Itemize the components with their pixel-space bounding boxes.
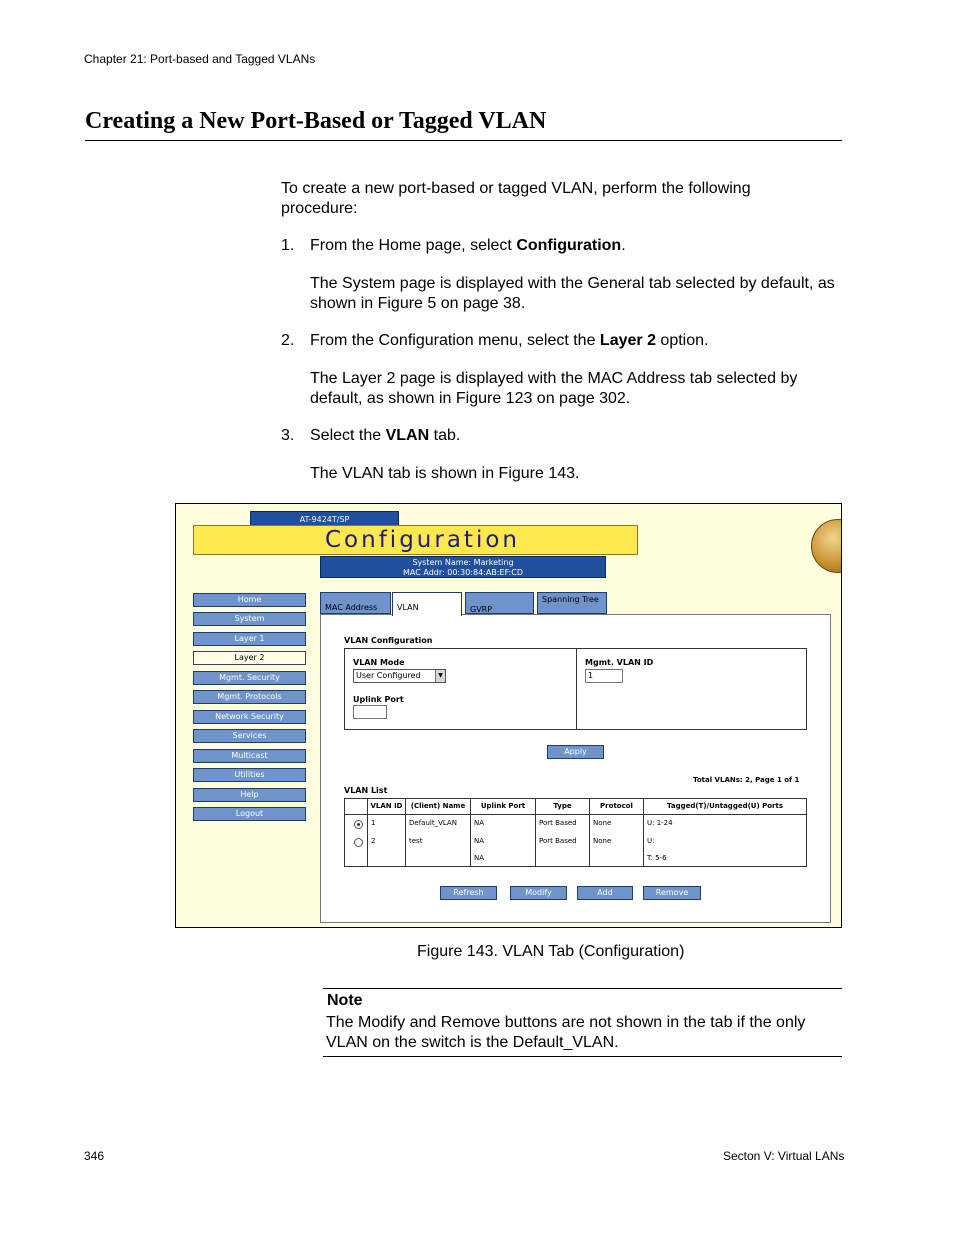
modify-button[interactable]: Modify [510,886,567,900]
step-number: 3. [281,427,295,444]
nav-services[interactable]: Services [193,729,306,743]
nav-multicast[interactable]: Multicast [193,749,306,763]
col-uplink-port: Uplink Port [480,802,526,810]
nav-layer-2[interactable]: Layer 2 [193,651,306,665]
nav-network-security[interactable]: Network Security [193,710,306,724]
page-title: Creating a New Port-Based or Tagged VLAN [85,108,547,134]
banner-title: Configuration [325,527,520,553]
vlan-list-heading: VLAN List [344,786,388,795]
step-3 [281,426,841,446]
note-label: Note [327,992,363,1009]
vlan-config-box [344,648,807,730]
col-ports: Tagged(T)/Untagged(U) Ports [666,802,784,810]
nav-home[interactable]: Home [193,593,306,607]
note-text: The Modify and Remove buttons are not shown in the tab if the only VLAN on the switch is the Default_VLAN. [326,1014,806,1051]
col-vlan-id: VLAN ID [370,802,403,810]
step-number: 1. [281,237,295,254]
remove-button[interactable]: Remove [643,886,701,900]
row-2-radio[interactable] [354,838,363,847]
chevron-down-icon: ▼ [435,670,445,682]
vlan-mode-value: User Configured [356,671,421,680]
vlan-panel [320,614,831,923]
nav-mgmt-security[interactable]: Mgmt. Security [193,671,306,685]
row-1-protocol: None [593,819,612,827]
vlan-config-heading: VLAN Configuration [344,636,433,645]
row-2-protocol: None [593,837,612,845]
step-bold: VLAN [385,427,430,444]
apply-button[interactable]: Apply [547,745,604,759]
row-2-uplink-2: NA [474,854,485,862]
tab-vlan[interactable]: VLAN [392,592,462,616]
step-2-paragraph: The Layer 2 page is displayed with the MAC Address tab selected by default, as shown in Figure 123 on page 302. [310,370,798,407]
step-text: From the Configuration menu, select the Layer 2 option. [310,332,709,349]
step-bold: Layer 2 [599,332,656,349]
title-rule [85,140,842,141]
figure-caption: Figure 143. VLAN Tab (Configuration) [417,943,685,960]
step-1-paragraph: The System page is displayed with the General tab selected by default, as shown in Figure 5 on page 38. [310,275,835,312]
configuration-banner [193,525,638,555]
nav-help[interactable]: Help [193,788,306,802]
step-3-paragraph: The VLAN tab is shown in Figure 143. [310,465,580,482]
nav-utilities[interactable]: Utilities [193,768,306,782]
note-top-rule [323,988,842,989]
page-number: 346 [84,1149,105,1163]
vlan-mode-label: VLAN Mode [353,658,405,667]
model-label: AT-9424T/SP [250,511,399,526]
vlan-mode-select[interactable] [353,669,446,683]
tab-gvrp[interactable]: GVRP [465,592,534,614]
row-2-name: test [409,837,423,845]
vlan-list-table [344,798,807,867]
tab-mac-address[interactable]: MAC Address [320,592,391,614]
refresh-button[interactable]: Refresh [440,886,497,900]
row-2-ports-untagged: U: [647,837,655,845]
mgmt-vlan-label: Mgmt. VLAN ID [585,658,654,667]
step-2 [281,331,841,351]
row-2-id: 2 [371,837,376,845]
row-1-type: Port Based [539,819,577,827]
row-1-id: 1 [371,819,376,827]
row-1-uplink: NA [474,819,485,827]
col-type: Type [553,802,572,810]
vlan-tab-screenshot [175,503,842,928]
step-number: 2. [281,332,295,349]
row-2-uplink: NA [474,837,485,845]
col-client-name: (Client) Name [410,802,466,810]
step-text: Select the VLAN tab. [310,427,461,444]
globe-icon [811,519,842,573]
section-footer: Secton V: Virtual LANs [723,1149,845,1163]
system-name: System Name: Marketing [412,558,514,567]
step-text: From the Home page, select Configuration. [310,237,626,254]
step-bold: Configuration [516,237,622,254]
mgmt-vlan-input[interactable]: 1 [585,669,623,683]
step-1 [281,236,841,256]
row-1-ports: U: 1-24 [647,819,673,827]
nav-mgmt-protocols[interactable]: Mgmt. Protocols [193,690,306,704]
intro-paragraph: To create a new port-based or tagged VLAN, perform the following procedure: [281,180,751,217]
add-button[interactable]: Add [577,886,633,900]
config-divider [576,649,577,729]
row-2-ports-tagged: T: 5-6 [647,854,667,862]
row-1-name: Default_VLAN [409,819,457,827]
uplink-port-input[interactable] [353,705,387,719]
total-vlans: Total VLANs: 2, Page 1 of 1 [693,776,800,784]
uplink-port-label: Uplink Port [353,695,404,704]
row-2-type: Port Based [539,837,577,845]
note-bottom-rule [323,1056,842,1057]
col-protocol: Protocol [600,802,633,810]
tab-spanning-tree[interactable]: Spanning Tree [537,592,607,614]
row-1-radio[interactable] [354,820,363,829]
system-info [320,556,606,578]
chapter-header: Chapter 21: Port-based and Tagged VLANs [84,52,316,66]
nav-system[interactable]: System [193,612,306,626]
nav-logout[interactable]: Logout [193,807,306,821]
mac-address: MAC Addr: 00:30:84:AB:EF:CD [403,568,523,577]
nav-layer-1[interactable]: Layer 1 [193,632,306,646]
